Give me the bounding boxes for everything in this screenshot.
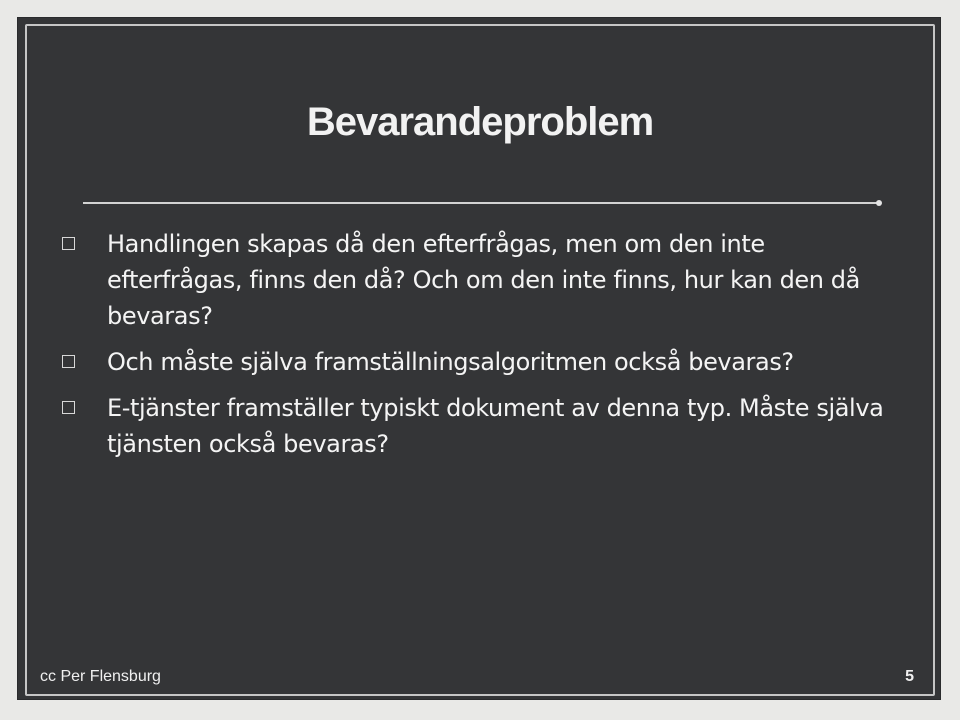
title-divider: [83, 202, 880, 204]
square-bullet-icon: [62, 355, 75, 368]
footer-credit: cc Per Flensburg: [40, 668, 161, 685]
bullet-text: E-tjänster framställer typiskt dokument av denna typ. Måste själva tjänsten också bevaras?: [107, 394, 884, 458]
bullet-item: [62, 390, 892, 462]
bullet-text: Handlingen skapas då den efterfrågas, men om den inte efterfrågas, finns den då? Och om den inte finns, hur kan den då bevaras?: [107, 230, 860, 330]
slide-title: Bevarandeproblem: [306, 100, 654, 144]
divider-end-dot: [876, 200, 882, 206]
bullet-item: [62, 344, 892, 380]
square-bullet-icon: [62, 401, 75, 414]
page-number: 5: [905, 668, 914, 685]
bullet-list: [62, 226, 892, 472]
square-bullet-icon: [62, 237, 75, 250]
bullet-item: [62, 226, 892, 334]
bullet-text: Och måste själva framställningsalgoritmen också bevaras?: [107, 348, 794, 376]
